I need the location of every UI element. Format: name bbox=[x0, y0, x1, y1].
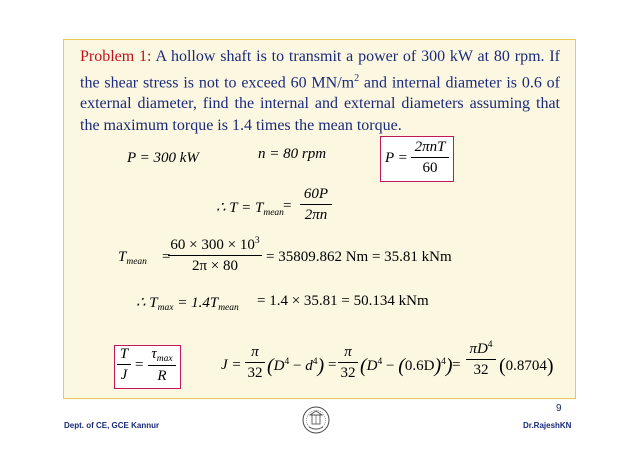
polar-coef: (0.8704) bbox=[499, 355, 554, 377]
torque-eq-fraction bbox=[300, 186, 332, 224]
polar-num-3-sup: 4 bbox=[487, 340, 493, 350]
torsion-t-den: J bbox=[120, 367, 128, 383]
polar-term-2: $(D^4 - (0.6D)^4)$ bbox=[360, 355, 453, 377]
max-calc-mid: = 1.4T bbox=[173, 295, 219, 311]
power-formula-lhs: P = bbox=[385, 150, 408, 166]
max-calc-lhs-sub: max bbox=[157, 303, 174, 313]
torsion-tau-symbol: τ bbox=[151, 346, 157, 362]
torsion-tau-fraction bbox=[148, 346, 176, 385]
mean-calc-num bbox=[168, 236, 262, 255]
problem-text: A hollow shaft is to transmit a power of 300 kW at 80 rpm. If the shear stress is not to exceed 60 MN/m bbox=[80, 48, 561, 91]
polar-term-1: $(D^4 - d^4)$ bbox=[267, 355, 325, 377]
problem-statement bbox=[80, 46, 560, 136]
power-formula-fraction bbox=[411, 139, 449, 177]
given-power: P = 300 kW bbox=[127, 150, 199, 166]
polar-den-1: 32 bbox=[247, 365, 263, 381]
polar-inner-ratio: 0.6D bbox=[404, 358, 435, 374]
problem-label: Problem 1: bbox=[80, 48, 152, 65]
mean-calc-lhs-text: T bbox=[118, 249, 127, 265]
max-calc-lhs bbox=[136, 293, 239, 313]
mean-calc-den: 2π × 80 bbox=[191, 258, 239, 274]
max-calc-rhs: = 1.4 × 35.81 = 50.134 kNm bbox=[257, 293, 429, 309]
polar-d-inner: d bbox=[305, 358, 313, 374]
polar-num-3-text: πD bbox=[469, 341, 488, 357]
problem-text-2: and internal diameter is 0.6 of external diameter, find the internal and external diameters assuming that the maximum torque is 1.4 times the mean torque. bbox=[80, 73, 561, 134]
polar-den-3: 32 bbox=[473, 362, 489, 378]
torque-eq-lhs-text: ∴ T = T bbox=[216, 200, 264, 216]
given-speed: n = 80 rpm bbox=[258, 146, 327, 162]
polar-eq-1: = bbox=[328, 357, 337, 373]
torque-eq-num: 60P bbox=[303, 186, 329, 202]
problem-sup: 2 bbox=[354, 72, 360, 84]
torsion-t-num: T bbox=[119, 346, 129, 362]
footer-right: Dr.RajeshKN bbox=[523, 421, 572, 430]
mean-calc-num-text: 60 × 300 × 10 bbox=[170, 237, 255, 253]
polar-d-outer-2: D bbox=[366, 358, 378, 374]
mean-calc-fraction bbox=[168, 236, 262, 275]
polar-den-2: 32 bbox=[340, 365, 356, 381]
polar-d-inner-sup: 4 bbox=[312, 357, 318, 367]
polar-d-outer: D bbox=[273, 358, 285, 374]
polar-d-outer-2-sup: 4 bbox=[377, 357, 383, 367]
power-formula-num: 2πnT bbox=[414, 139, 446, 155]
page-number: 9 bbox=[556, 403, 562, 414]
mean-calc-rhs: = 35809.862 Nm = 35.81 kNm bbox=[266, 249, 452, 265]
polar-lhs: J = bbox=[221, 357, 242, 373]
polar-final-fraction bbox=[466, 340, 496, 379]
polar-pi-1: π bbox=[251, 344, 259, 360]
torsion-tau-num bbox=[148, 346, 176, 365]
torsion-sign: = bbox=[135, 357, 144, 373]
footer-left: Dept. of CE, GCE Kannur bbox=[64, 421, 160, 430]
torque-eq-den: 2πn bbox=[304, 207, 328, 223]
max-calc-mid-sub: mean bbox=[218, 303, 239, 313]
polar-d-outer-sup: 4 bbox=[284, 357, 290, 367]
power-formula-den: 60 bbox=[422, 160, 438, 176]
mean-calc-lhs bbox=[118, 249, 147, 267]
polar-minus-2: − bbox=[382, 358, 399, 374]
mean-calc-lhs-sub: mean bbox=[126, 257, 147, 267]
polar-coef-value: 0.8704 bbox=[505, 358, 547, 374]
torque-eq-lhs bbox=[216, 198, 284, 218]
max-calc-lhs-text: ∴ T bbox=[136, 295, 158, 311]
torque-eq-lhs-sub: mean bbox=[263, 208, 284, 218]
torsion-tau-sub: max bbox=[156, 354, 173, 364]
torque-eq-sign: = bbox=[283, 198, 292, 214]
polar-num-3 bbox=[466, 340, 496, 359]
polar-pi-fraction-1 bbox=[245, 344, 265, 382]
mean-calc-sign: = bbox=[162, 249, 171, 265]
polar-inner-ratio-sup: 4 bbox=[441, 357, 446, 367]
polar-pi-fraction-2 bbox=[338, 344, 358, 382]
polar-eq-2: = bbox=[452, 357, 461, 373]
college-emblem-icon bbox=[301, 405, 331, 435]
polar-minus: − bbox=[289, 358, 306, 374]
polar-pi-2: π bbox=[344, 344, 352, 360]
torsion-t-fraction bbox=[117, 346, 131, 384]
torsion-tau-den: R bbox=[157, 368, 167, 384]
mean-calc-num-sup: 3 bbox=[254, 236, 260, 246]
